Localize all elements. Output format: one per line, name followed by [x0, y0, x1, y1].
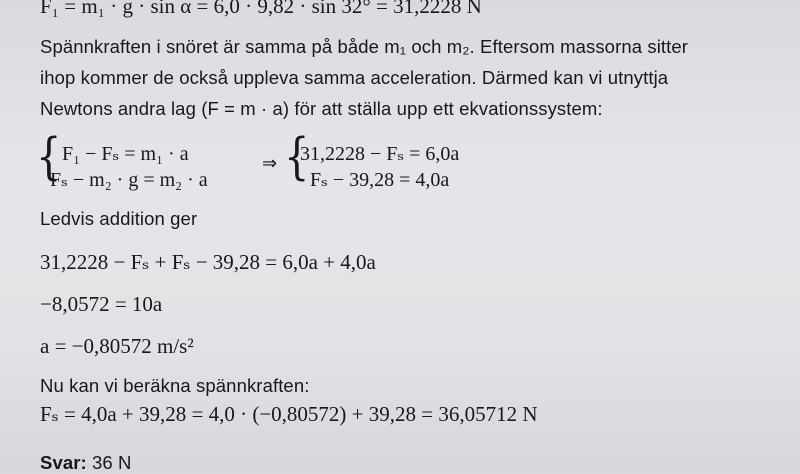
- sum-equation: [40, 292, 162, 317]
- ledvis-text: [40, 208, 197, 230]
- acceleration-equation-text: a = −0,80572 m/s²: [40, 334, 194, 358]
- paragraph-line-1-text: Spännkraften i snöret är samma på både m₁ och m₂. Eftersom massorna sitter: [40, 36, 689, 57]
- paragraph-line-3: [40, 98, 603, 120]
- answer-line: [40, 452, 132, 474]
- addition-equation: [40, 250, 376, 275]
- paragraph-line-2: [40, 67, 668, 89]
- sum-equation-text: −8,0572 = 10a: [40, 292, 163, 316]
- force-equation-top: [40, 0, 482, 19]
- force-equation-text: F₁ = m₁ · g · sin α = 6,0 · 9,82 · sin 32° = 31,2228 N: [40, 0, 482, 18]
- system-right-eq-2: Fₛ − 39,28 = 4,0a: [310, 169, 450, 191]
- tension-equation: [40, 402, 538, 427]
- answer-label: Svar:: [40, 452, 87, 473]
- acceleration-equation: [40, 334, 194, 359]
- tension-equation-text: Fₛ = 4,0a + 39,28 = 4,0 · (−0,80572) + 39,28 = 36,05712 N: [40, 402, 538, 426]
- tension-intro-text: [40, 375, 309, 397]
- paragraph-line-2-text: ihop kommer de också uppleva samma acceleration. Därmed kan vi utnyttja: [40, 67, 669, 88]
- paragraph-line-1: [40, 36, 688, 58]
- left-brace-icon: {: [36, 128, 62, 186]
- system-right-eq-1: 31,2228 − Fₛ = 6,0a: [300, 143, 460, 165]
- tension-intro-text-content: Nu kan vi beräkna spännkraften:: [40, 375, 310, 396]
- addition-equation-text: 31,2228 − Fₛ + Fₛ − 39,28 = 6,0a + 4,0a: [40, 250, 376, 274]
- implies-arrow-icon: ⇒: [262, 153, 278, 173]
- paragraph-line-3-text: Newtons andra lag (F = m · a) för att ställa upp ett ekvationssystem:: [40, 98, 603, 119]
- system-left-eq-2: Fₛ − m₂ · g = m₂ · a: [50, 169, 208, 191]
- ledvis-text-content: Ledvis addition ger: [40, 208, 198, 229]
- right-brace-icon: {: [284, 128, 310, 186]
- system-left-eq-1: F₁ − Fₛ = m₁ · a: [62, 143, 189, 165]
- answer-value: 36 N: [92, 452, 132, 473]
